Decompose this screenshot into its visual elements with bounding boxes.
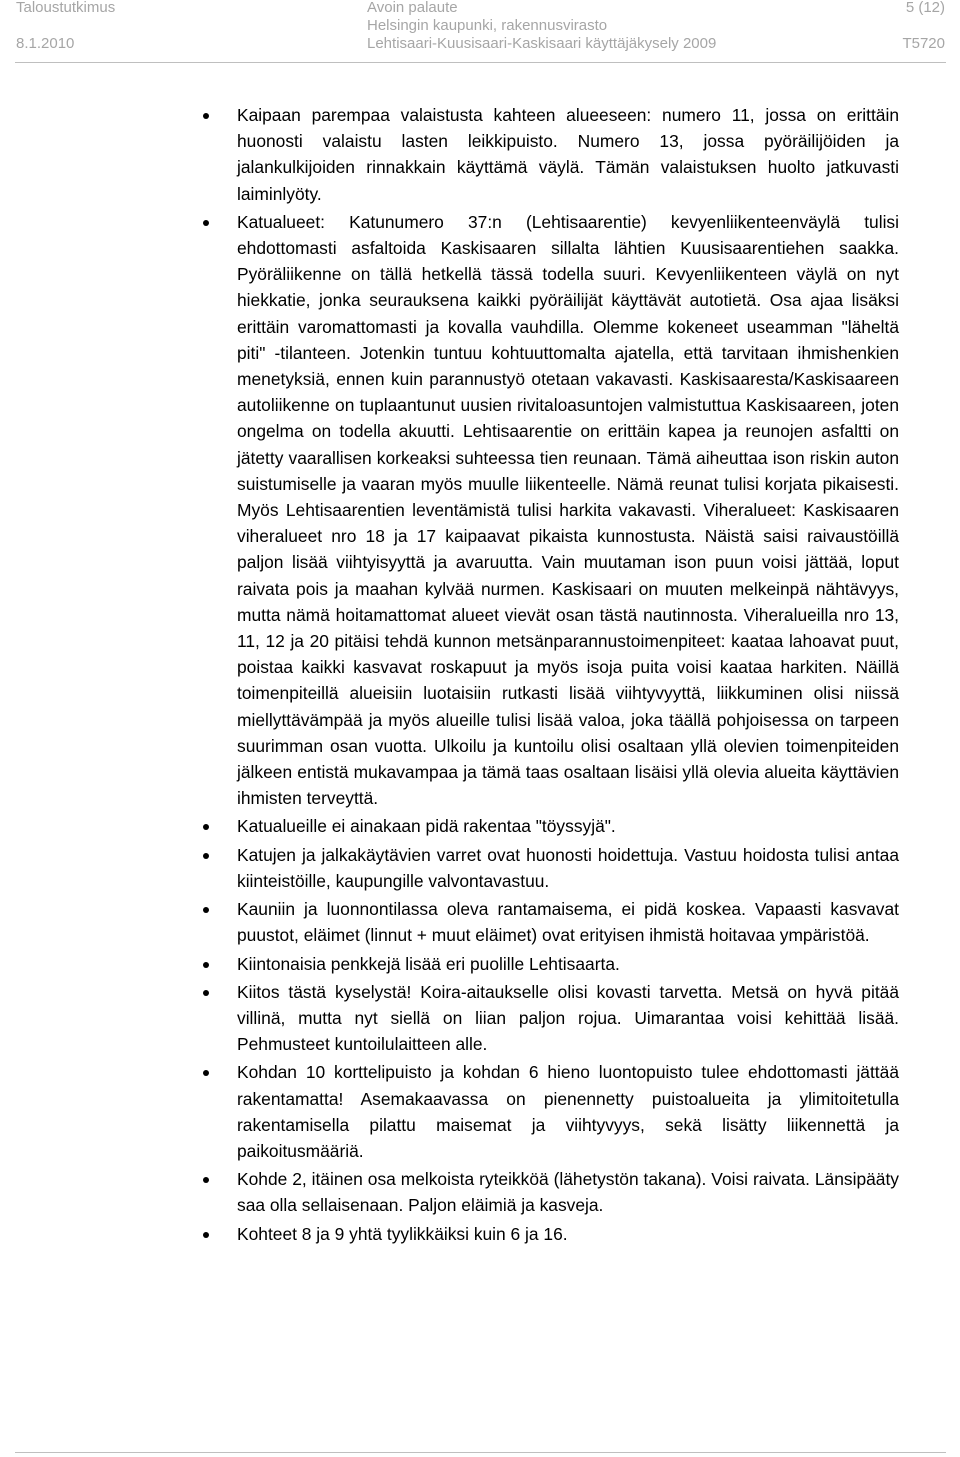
list-item: Kiitos tästä kyselystä! Koira-aitaukselle olisi kovasti tarvetta. Metsä on hyvä pitää villinä, mutta nyt siellä on liian paljon rojua. Uimarantaa voisi kehittää lisää. Pehmusteet kuntoilulaitteen alle. [237, 979, 899, 1058]
feedback-list [237, 102, 899, 1249]
client-name: Helsingin kaupunki, rakennusvirasto [367, 17, 608, 34]
list-item: Kohde 2, itäinen osa melkoista ryteikköä (lähetystön takana). Voisi raivata. Länsipääty saa olla sellaisenaan. Paljon eläimiä ja kasveja. [237, 1166, 899, 1218]
survey-title: Lehtisaari-Kuusisaari-Kaskisaari käyttäjäkysely 2009 [367, 35, 717, 52]
company-name: Taloustutkimus [16, 0, 116, 16]
list-item: Kauniin ja luonnontilassa oleva rantamaisema, ei pidä koskea. Vapaasti kasvavat puustot, eläimet (linnut + muut eläimet) ovat erityisen ihmistä hoitavaa ympäristöä. [237, 896, 899, 948]
list-item: Kiintonaisia penkkejä lisää eri puolille Lehtisaarta. [237, 951, 899, 977]
header-divider [15, 62, 946, 63]
footer-divider [15, 1452, 946, 1453]
project-code: T5720 [902, 35, 945, 52]
list-item: Katualueille ei ainakaan pidä rakentaa "töyssyjä". [237, 813, 899, 839]
section-title: Avoin palaute [367, 0, 458, 16]
list-item: Kaipaan parempaa valaistusta kahteen alueeseen: numero 11, jossa on erittäin huonosti valaistu lasten leikkipuisto. Numero 13, jossa pyöräilijöiden ja jalankulkijoiden rinnakkain käyttämä väylä. Tämän valaistuksen huolto jatkuvasti laiminlyöty. [237, 102, 899, 207]
report-date: 8.1.2010 [16, 35, 75, 52]
page-number: 5 (12) [905, 0, 945, 16]
list-item: Kohdan 10 korttelipuisto ja kohdan 6 hieno luontopuisto tulee ehdottomasti jättää rakentamatta! Asemakaavassa on pienennetty puistoalueita ja ylimitoitetulla rakentamisella pilattu maisemat ja viihtyvyys, sekä lisätty liikennettä ja paikoitusmääriä. [237, 1059, 899, 1164]
list-item: Kohteet 8 ja 9 yhtä tyylikkäiksi kuin 6 ja 16. [237, 1221, 899, 1247]
page-header [0, 0, 960, 64]
list-item: Katujen ja jalkakäytävien varret ovat huonosti hoidettuja. Vastuu hoidosta tulisi antaa kiinteistöille, kaupungille valvontavastuu. [237, 842, 899, 894]
list-item: Katualueet: Katunumero 37:n (Lehtisaarentie) kevyenliikenteenväylä tulisi ehdottomasti asfaltoida Kaskisaaren sillalta lähtien Kuusisaarentiehen saakka. Pyöräliikenne on tällä hetkellä tässä todella suuri. Kevyenliikenteen väylä on nyt hiekkatie, jonka seurauksena kaikki pyöräilijät käyttävät autotietä. Osa ajaa lisäksi erittäin varomattomasti ja kovalla vauhdilla. Olemme kokeneet useamman "läheltä piti" -tilanteen. Jotenkin tuntuu kohtuuttomalta ajatella, että tarvitaan ihmishenkien menetyksiä, ennen kuin parannustyö otetaan vakavasti. Kaskisaaresta/Kaskisaareen autoliikenne on tuplaantunut uusien rivitaloasuntojen valmistuttua Kaskisaareen, joten ongelma on todella akuutti. Lehtisaarentie on erittäin kapea ja reunojen asfaltti on jätetty vaarallisen korkeaksi suhteessa tien reunaan. Tämä aiheuttaa ison riskin auton suistumiselle ja vaaran myös muulle liikenteelle. Nämä reunat tulisi korjata pikaisesti. Myös Lehtisaarentien leventämistä tulisi harkita vakavasti. Viheralueet: Kaskisaaren viheralueet nro 18 ja 17 kaipaavat pikaista kunnostusta. Näistä saisi raivaustöillä paljon lisää viihtyisyyttä ja avaruutta. Vain muutaman ison puun voisi jättää, loput raivata pois ja maahan kylvää nurmen. Kaskisaari on muuten melkeinpä nähtävyys, mutta nämä hoitamattomat alueet vievät osan tästä nautinnosta. Viheralueilla nro 13, 11, 12 ja 20 pitäisi tehdä kunnon metsänparannustoimenpiteet: kaataa lahoavat puut, poistaa kaikki kasvavat roskapuut ja myös isoja puita voisi kaataa harkiten. Näillä toimenpiteillä alueisiin luotaisiin rutkasti lisää viihtyvyyttä, liikkuminen olisi niissä miellyttävämpää ja myös alueille tulisi lisää valoa, joka täällä pohjoisessa on tarpeen suurimman osan vuotta. Ulkoilu ja kuntoilu olisi osaltaan yllä olevien toimenpiteiden jälkeen entistä mukavampaa ja tämä taas osaltaan lisäisi yllä olevia alueita käyttävien ihmisten terveyttä. [237, 209, 899, 812]
